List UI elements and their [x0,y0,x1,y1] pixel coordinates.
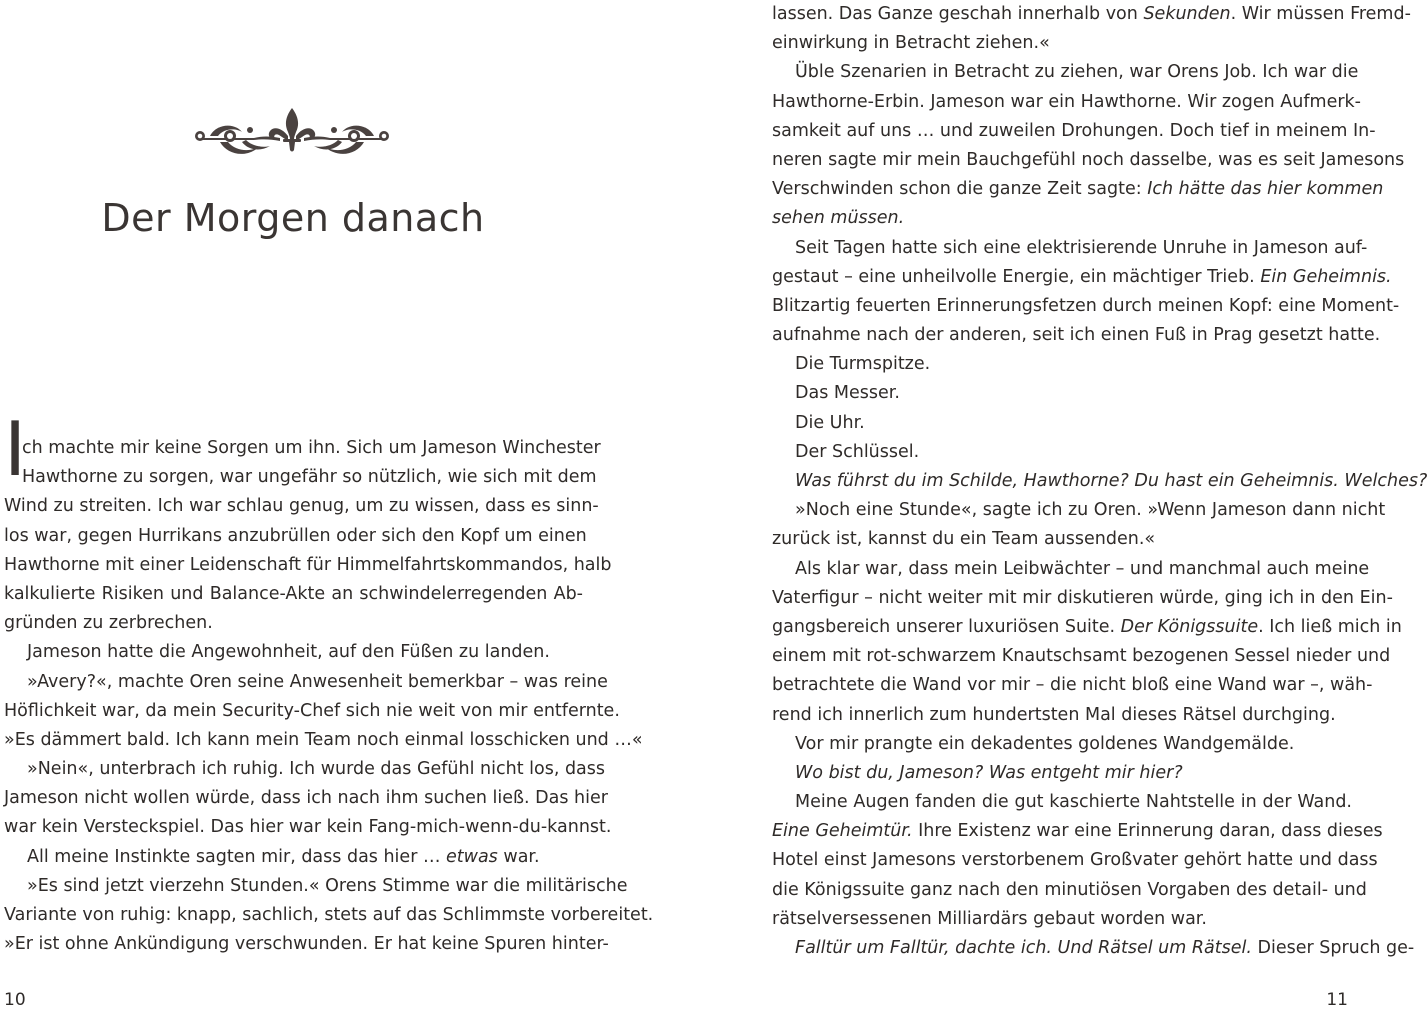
text-line: ch machte mir keine Sorgen um ihn. Sich um Jameson Winchester [22,438,601,458]
text-line: Falltür um Falltür, dachte ich. Und Rätsel um Rätsel. Dieser Spruch ge- [795,938,1415,958]
text-line: einem mit rot-schwarzem Knautschsamt bezogenen Sessel nieder und [772,646,1391,667]
text-line: Üble Szenarien in Betracht zu ziehen, war Orens Job. Ich war die [795,62,1359,83]
page-number-right: 11 [1326,990,1348,1010]
text-line: einwirkung in Betracht ziehen.« [772,33,1050,54]
text-line: Das Messer. [795,383,900,404]
text-line: aufnahme nach der anderen, seit ich einen Fuß in Prag gesetzt hatte. [772,325,1381,346]
left-page [0,0,676,1016]
text-line: Was führst du im Schilde, Hawthorne? Du hast ein Geheimnis. Welches? [795,471,1427,491]
text-line: Hawthorne-Erbin. Jameson war ein Hawthorne. Wir zogen Aufmerk- [772,91,1361,112]
text-line: lassen. Das Ganze geschah innerhalb von Sekunden. Wir müssen Fremd- [772,4,1411,24]
chapter-title: Der Morgen danach [101,196,485,240]
text-line: samkeit auf uns … und zuweilen Drohungen. Doch tief in meinem In- [772,120,1376,141]
text-line: zurück ist, kannst du ein Team aussenden.« [772,529,1156,550]
text-line: gangsbereich unserer luxuriösen Suite. Der Königssuite. Ich ließ mich in [772,616,1402,637]
text-line: Wo bist du, Jameson? Was entgeht mir hier? [795,762,1183,783]
text-line: neren sagte mir mein Bauchgefühl noch dasselbe, was es seit Jamesons [772,149,1405,170]
drop-cap: I [4,405,27,493]
text-line: Jameson hatte die Angewohnheit, auf den Füßen zu landen. [27,642,550,663]
text-line: Vaterfigur – nicht weiter mit mir diskutieren würde, ging ich in den Ein- [772,587,1393,608]
text-line: »Nein«, unterbrach ich ruhig. Ich wurde das Gefühl nicht los, dass [27,759,606,780]
text-line: Verschwinden schon die ganze Zeit sagte: Ich hätte das hier kommen [772,179,1384,200]
right-page-body-text [772,0,1427,963]
text-line: sehen müssen. [772,208,905,229]
text-line: Der Schlüssel. [795,441,920,462]
text-line: Wind zu streiten. Ich war schlau genug, um zu wissen, dass es sinn- [4,496,599,517]
right-page [676,0,1427,1016]
left-page-body-text [4,405,654,959]
text-line: kalkulierte Risiken und Balance-Akte an schwindelerregenden Ab- [4,583,583,604]
text-line: »Es dämmert bald. Ich kann mein Team noch einmal losschicken und …« [4,729,643,750]
text-line: Als klar war, dass mein Leibwächter – und manchmal auch meine [795,558,1370,579]
text-line: Seit Tagen hatte sich eine elektrisierende Unruhe in Jameson auf- [795,237,1368,258]
text-line: Die Uhr. [795,412,865,433]
fleur-de-lis-ornament-icon [190,106,394,164]
text-line: rätselversessenen Milliardärs gebaut worden war. [772,908,1207,929]
text-line: rend ich innerlich zum hundertsten Mal dieses Rätsel durchging. [772,704,1336,725]
text-line: Hotel einst Jamesons verstorbenem Großvater gehört hatte und dass [772,850,1378,871]
text-line: die Königssuite ganz nach den minutiösen Vorgaben des detail- und [772,879,1367,900]
text-line: Eine Geheimtür. Ihre Existenz war eine Erinnerung daran, dass dieses [772,821,1383,842]
text-line: Jameson nicht wollen würde, dass ich nach ihm suchen ließ. Das hier [4,788,608,809]
text-line: Vor mir prangte ein dekadentes goldenes Wandgemälde. [795,733,1295,754]
text-line: Höflichkeit war, da mein Security-Chef sich nie weit von mir entfernte. [4,700,620,721]
text-line: betrachtete die Wand vor mir – die nicht bloß eine Wand war –, wäh- [772,675,1373,696]
text-line: Hawthorne zu sorgen, war ungefähr so nützlich, wie sich mit dem [22,467,597,488]
text-line: Die Turmspitze. [795,354,931,375]
text-line: los war, gegen Hurrikans anzubrüllen oder sich den Kopf um einen [4,525,587,546]
text-line: Variante von ruhig: knapp, sachlich, stets auf das Schlimmste vorbereitet. [4,905,654,925]
page-number-left: 10 [4,990,26,1010]
text-line: »Avery?«, machte Oren seine Anwesenheit bemerkbar – was reine [27,671,608,692]
text-line: »Noch eine Stunde«, sagte ich zu Oren. »Wenn Jameson dann nicht [795,500,1386,521]
text-line: Blitzartig feuerten Erinnerungsfetzen durch meinen Kopf: eine Moment- [772,295,1400,316]
text-line: »Er ist ohne Ankündigung verschwunden. Er hat keine Spuren hinter- [4,934,609,955]
text-line: war kein Versteckspiel. Das hier war kein Fang-mich-wenn-du-kannst. [4,817,612,838]
text-line: All meine Instinkte sagten mir, dass das hier … etwas war. [27,846,540,867]
text-line: gestaut – eine unheilvolle Energie, ein mächtiger Trieb. Ein Geheimnis. [772,266,1392,287]
text-line: »Es sind jetzt vierzehn Stunden.« Orens Stimme war die militärische [27,875,628,896]
text-line: Hawthorne mit einer Leidenschaft für Himmelfahrtskommandos, halb [4,554,612,575]
text-line: gründen zu zerbrechen. [4,613,213,634]
text-line: Meine Augen fanden die gut kaschierte Nahtstelle in der Wand. [795,792,1352,813]
